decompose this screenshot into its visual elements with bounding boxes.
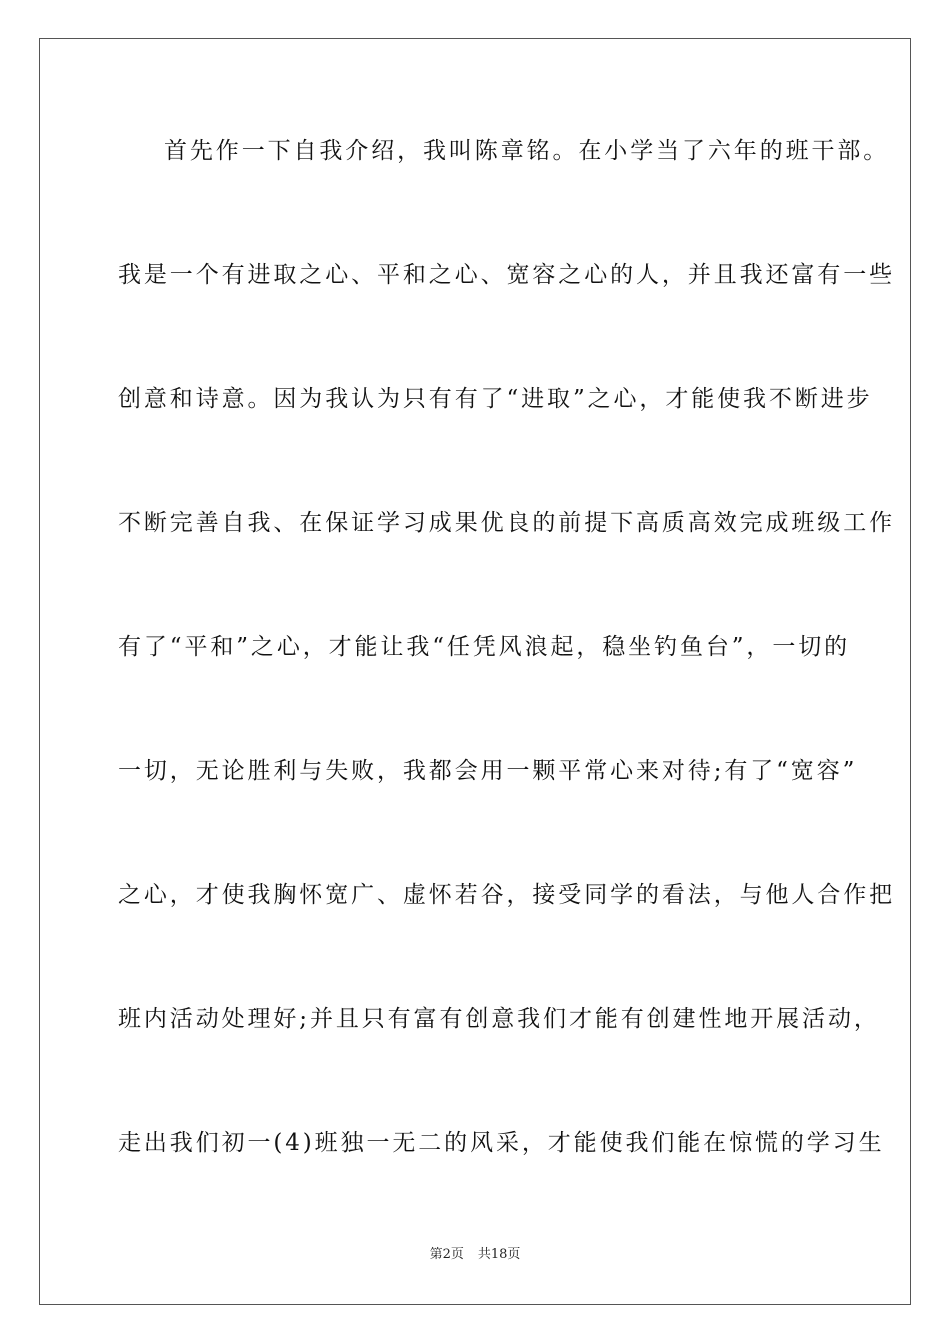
page-footer [0, 1246, 950, 1264]
paragraph-line-6: 一切，无论胜利与失败，我都会用一颗平常心来对待;有了“宽容” [118, 758, 858, 784]
page-number: 第2页 [429, 1247, 464, 1262]
paragraph-line-9: 走出我们初一(4)班独一无二的风采，才能使我们能在惊慌的学习生 [118, 1130, 885, 1156]
paragraph-line-8: 班内活动处理好;并且只有富有创意我们才能有创建性地开展活动， [118, 1006, 880, 1032]
paragraph-line-1: 首先作一下自我介绍，我叫陈章铭。在小学当了六年的班干部。 [164, 138, 890, 164]
page-border [39, 38, 911, 1305]
paragraph-line-5: 有了“平和”之心，才能让我“任凭风浪起，稳坐钓鱼台”，一切的 [118, 634, 851, 660]
paragraph-line-4: 不断完善自我、在保证学习成果优良的前提下高质高效完成班级工作 [118, 510, 895, 536]
paragraph-line-3: 创意和诗意。因为我认为只有有了“进取”之心，才能使我不断进步 [118, 386, 873, 412]
paragraph-line-2: 我是一个有进取之心、平和之心、宽容之心的人，并且我还富有一些 [118, 262, 895, 288]
page-total: 共18页 [477, 1247, 521, 1262]
paragraph-line-7: 之心，才使我胸怀宽广、虚怀若谷，接受同学的看法，与他人合作把 [118, 882, 895, 908]
